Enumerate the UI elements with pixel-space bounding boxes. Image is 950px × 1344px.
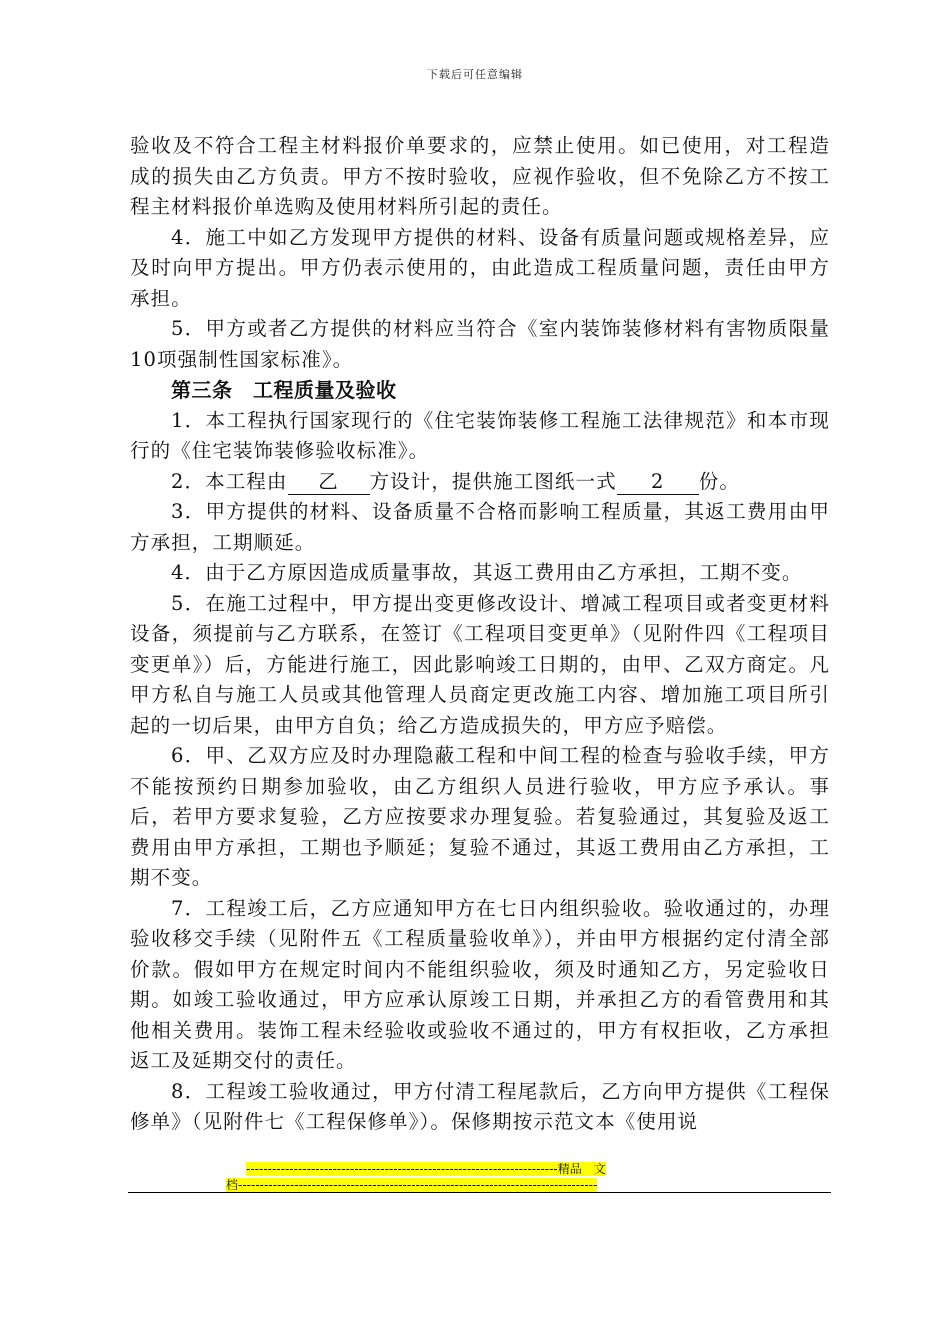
footer-highlight-1: ------------------------------------------------------------------------精品 文 [246,1162,606,1176]
footer-highlight-2: 档----------------------------------------------------------------------------------- [226,1178,598,1192]
paragraph-quality-5: 5．在施工过程中，甲方提出变更修改设计、增减工程项目或者变更材料设备，须提前与乙方联系，在签订《工程项目变更单》（见附件四《工程项目变更单》）后，方能进行施工，因此影响竣工日期的，由甲、乙双方商定。凡甲方私自与施工人员或其他管理人员商定更改施工内容、增加施工项目所引起的一切后果，由甲方自负；给乙方造成损失的，甲方应予赔偿。 [130,591,830,737]
paragraph-quality-8: 8．工程竣工验收通过，甲方付清工程尾款后，乙方向甲方提供《工程保修单》（见附件七《工程保修单》）。保修期按示范文本《使用说 [130,1079,830,1133]
paragraph-quality-2 [130,467,830,498]
design-text-middle: 方设计，提供施工图纸一式 [369,469,617,493]
footer-divider [128,1192,831,1193]
section-heading: 第三条 工程质量及验收 [171,378,397,402]
paragraph-quality-3: 3．甲方提供的材料、设备质量不合格而影响工程质量，其返工费用由甲方承担，工期顺延。 [130,500,830,554]
design-text-before: 2．本工程由 [171,469,288,493]
paragraph-item-5: 5．甲方或者乙方提供的材料应当符合《室内装饰装修材料有害物质限量10项强制性国家标准》。 [130,317,830,371]
page-header: 下载后可任意编辑 [427,68,523,81]
paragraph-item-4: 4．施工中如乙方发现甲方提供的材料、设备有质量问题或规格差异，应及时向甲方提出。甲方仍表示使用的，由此造成工程质量问题，责任由甲方承担。 [130,225,830,310]
paragraph-quality-6: 6．甲、乙双方应及时办理隐蔽工程和中间工程的检查与验收手续，甲方不能按预约日期参加验收，由乙方组织人员进行验收，甲方应予承认。事后，若甲方要求复验，乙方应按要求办理复验。若复验通过，其复验及返工费用由甲方承担，工期也予顺延；复验不通过，其返工费用由乙方承担，工期不变。 [130,744,830,889]
design-text-after: 份。 [698,469,740,493]
paragraph-continued: 验收及不符合工程主材料报价单要求的，应禁止使用。如已使用，对工程造成的损失由乙方负责。甲方不按时验收，应视作验收，但不免除乙方不按工程主材料报价单选购及使用材料所引起的责任。 [130,134,830,218]
designer-blank: 乙 [288,470,370,495]
paragraph-quality-1: 1．本工程执行国家现行的《住宅装饰装修工程施工法律规范》和本市现行的《住宅装饰装修验收标准》。 [130,408,830,462]
paragraph-quality-4: 4．由于乙方原因造成质量事故，其返工费用由乙方承担，工期不变。 [171,561,803,584]
document-body [130,131,830,1138]
drawing-copies-blank: 2 [617,470,699,495]
paragraph-quality-7: 7．工程竣工后，乙方应通知甲方在七日内组织验收。验收通过的，办理验收移交手续（见附件五《工程质量验收单》），并由甲方根据约定付清全部价款。假如甲方在规定时间内不能组织验收，须及时通知乙方，另定验收日期。如竣工验收通过，甲方应承认原竣工日期，并承担乙方的看管费用和其他相关费用。装饰工程未经验收或验收不通过的，甲方有权拒收，乙方承担返工及延期交付的责任。 [130,896,830,1072]
